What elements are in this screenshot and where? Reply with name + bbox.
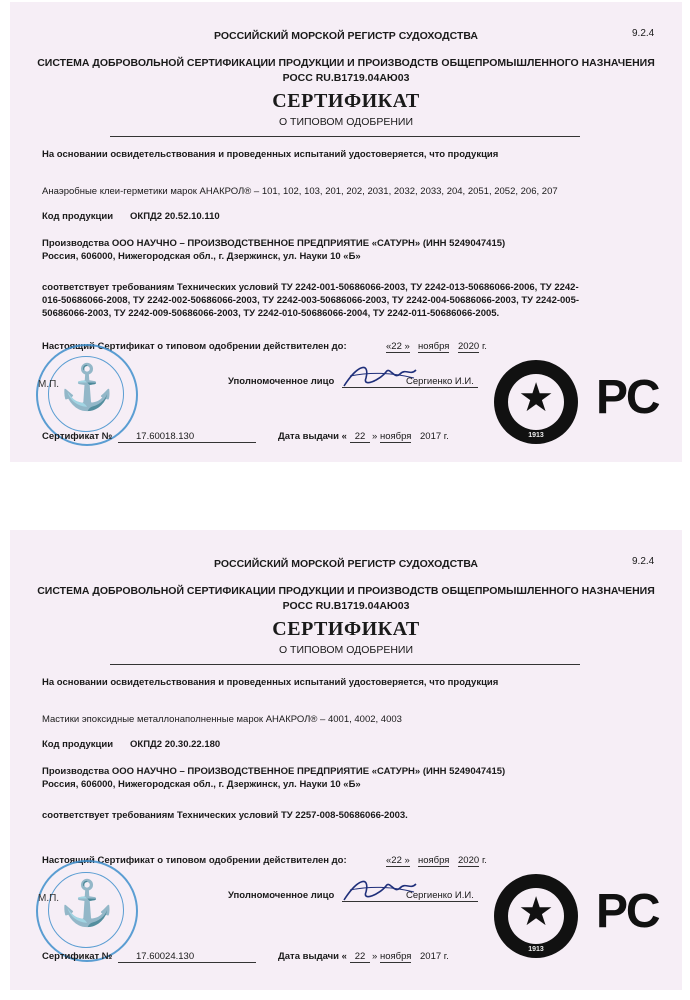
emblem-year: 1913 bbox=[528, 946, 544, 953]
doc-version: 9.2.4 bbox=[632, 28, 655, 39]
certificate-1 bbox=[10, 2, 682, 462]
validity-month: ноября bbox=[418, 341, 450, 352]
validity-day: «22 » bbox=[386, 341, 410, 352]
validity-label: Настоящий Сертификат о типовом одобрении действителен до: bbox=[42, 341, 347, 352]
manufacturer-line-1: Производства ООО НАУЧНО – ПРОИЗВОДСТВЕННОЕ ПРЕДПРИЯТИЕ «САТУРН» (ИНН 5249047415) bbox=[42, 238, 506, 249]
basis-text: На основании освидетельствования и проведенных испытаний удостоверяется, что продукция bbox=[42, 677, 499, 688]
signature-line bbox=[342, 387, 478, 388]
certificate-number: 17.60018.130 bbox=[118, 431, 256, 443]
requirements-line-3: 50686066-2003, ТУ 2242-009-50686066-2003, ТУ 2242-010-50686066-2004, ТУ 2242-011-50686066-2005. bbox=[42, 308, 500, 319]
anchor-icon: ⚓ bbox=[59, 363, 115, 412]
doc-version: 9.2.4 bbox=[632, 556, 655, 567]
validity-year: 2020 bbox=[458, 341, 480, 352]
manufacturer-line-1: Производства ООО НАУЧНО – ПРОИЗВОДСТВЕННОЕ ПРЕДПРИЯТИЕ «САТУРН» (ИНН 5249047415) bbox=[42, 766, 506, 777]
issue-month: ноября bbox=[380, 431, 412, 442]
issue-day-close: » bbox=[372, 431, 378, 442]
manufacturer-line-2: Россия, 606000, Нижегородская обл., г. Дзержинск, ул. Науки 10 «Б» bbox=[42, 779, 361, 790]
signature-line bbox=[342, 901, 478, 902]
emblem-year: 1913 bbox=[528, 432, 544, 439]
org-name: РОССИЙСКИЙ МОРСКОЙ РЕГИСТР СУДОХОДСТВА bbox=[213, 30, 479, 42]
anchor-icon: ⚓ bbox=[59, 879, 115, 928]
divider bbox=[110, 136, 580, 137]
issue-date-label: Дата выдачи « bbox=[278, 431, 347, 442]
requirements-line-1: соответствует требованиям Технических условий ТУ 2242-001-50686066-2003, ТУ 2242-013-50686066-2006, ТУ 2242- bbox=[42, 282, 579, 293]
certificate-subtitle: О ТИПОВОМ ОДОБРЕНИИ bbox=[278, 644, 414, 656]
issue-year: 2017 г. bbox=[420, 951, 449, 962]
registry-emblem bbox=[494, 874, 578, 958]
issue-day-close: » bbox=[372, 951, 378, 962]
rs-logo: РС bbox=[596, 885, 660, 938]
issue-date-label: Дата выдачи « bbox=[278, 951, 347, 962]
product-code-value: ОКПД2 20.30.22.180 bbox=[130, 739, 221, 750]
product-code-label: Код продукции bbox=[42, 211, 114, 222]
requirements-line-1: соответствует требованиям Технических условий ТУ 2257-008-50686066-2003. bbox=[42, 810, 408, 821]
system-name: СИСТЕМА ДОБРОВОЛЬНОЙ СЕРТИФИКАЦИИ ПРОДУКЦИИ И ПРОИЗВОДСТВ ОБЩЕПРОМЫШЛЕННОГО НАЗНАЧЕНИЯ bbox=[37, 57, 655, 69]
registration-number: РОСС RU.B1719.04АЮ03 bbox=[282, 600, 410, 612]
product-code-value: ОКПД2 20.52.10.110 bbox=[130, 211, 220, 222]
system-name: СИСТЕМА ДОБРОВОЛЬНОЙ СЕРТИФИКАЦИИ ПРОДУКЦИИ И ПРОИЗВОДСТВ ОБЩЕПРОМЫШЛЕННОГО НАЗНАЧЕНИЯ bbox=[37, 585, 655, 597]
registry-emblem bbox=[494, 360, 578, 444]
validity-day: «22 » bbox=[386, 855, 410, 866]
product-text: Мастики эпоксидные металлонаполненные марок АНАКРОЛ® – 4001, 4002, 4003 bbox=[42, 714, 402, 725]
signer-name: Сергиенко И.И. bbox=[406, 376, 474, 387]
certificate-subtitle: О ТИПОВОМ ОДОБРЕНИИ bbox=[278, 116, 414, 128]
star-icon: ★ bbox=[518, 376, 554, 420]
validity-year: 2020 bbox=[458, 855, 480, 866]
validity-label: Настоящий Сертификат о типовом одобрении действителен до: bbox=[42, 855, 347, 866]
certificate-title: СЕРТИФИКАТ bbox=[272, 618, 420, 640]
basis-text: На основании освидетельствования и проведенных испытаний удостоверяется, что продукция bbox=[42, 149, 499, 160]
manufacturer-line-2: Россия, 606000, Нижегородская обл., г. Дзержинск, ул. Науки 10 «Б» bbox=[42, 251, 361, 262]
issue-month: ноября bbox=[380, 951, 412, 962]
validity-month: ноября bbox=[418, 855, 450, 866]
divider bbox=[110, 664, 580, 665]
requirements-line-2: 016-50686066-2008, ТУ 2242-002-50686066-2003, ТУ 2242-003-50686066-2003, ТУ 2242-004-50686066-2003, ТУ 2242-005- bbox=[42, 295, 580, 306]
stamp-place-label: М.П. bbox=[38, 893, 60, 904]
registration-number: РОСС RU.B1719.04АЮ03 bbox=[282, 72, 410, 84]
certificate-number: 17.60024.130 bbox=[118, 951, 256, 963]
stamp-place-label: М.П. bbox=[38, 379, 60, 390]
registry-seal bbox=[36, 860, 138, 962]
product-text: Анаэробные клеи-герметики марок АНАКРОЛ® – 101, 102, 103, 201, 202, 2031, 2032, 2033, 204, 2051, 2052, 206, 207 bbox=[42, 186, 558, 197]
certificate-number-label: Сертификат № bbox=[42, 951, 113, 962]
star-icon: ★ bbox=[518, 890, 554, 934]
authorized-person-label: Уполномоченное лицо bbox=[228, 890, 335, 901]
authorized-person-label: Уполномоченное лицо bbox=[228, 376, 335, 387]
validity-suffix: г. bbox=[482, 855, 487, 866]
issue-day: 22 bbox=[350, 951, 370, 963]
signer-name: Сергиенко И.И. bbox=[406, 890, 474, 901]
certificate-2 bbox=[10, 530, 682, 990]
certificate-title: СЕРТИФИКАТ bbox=[272, 90, 420, 112]
issue-year: 2017 г. bbox=[420, 431, 449, 442]
validity-suffix: г. bbox=[482, 341, 487, 352]
product-code-label: Код продукции bbox=[42, 739, 114, 750]
certificate-number-label: Сертификат № bbox=[42, 431, 113, 442]
issue-day: 22 bbox=[350, 431, 370, 443]
org-name: РОССИЙСКИЙ МОРСКОЙ РЕГИСТР СУДОХОДСТВА bbox=[213, 558, 479, 570]
rs-logo: РС bbox=[596, 371, 660, 424]
